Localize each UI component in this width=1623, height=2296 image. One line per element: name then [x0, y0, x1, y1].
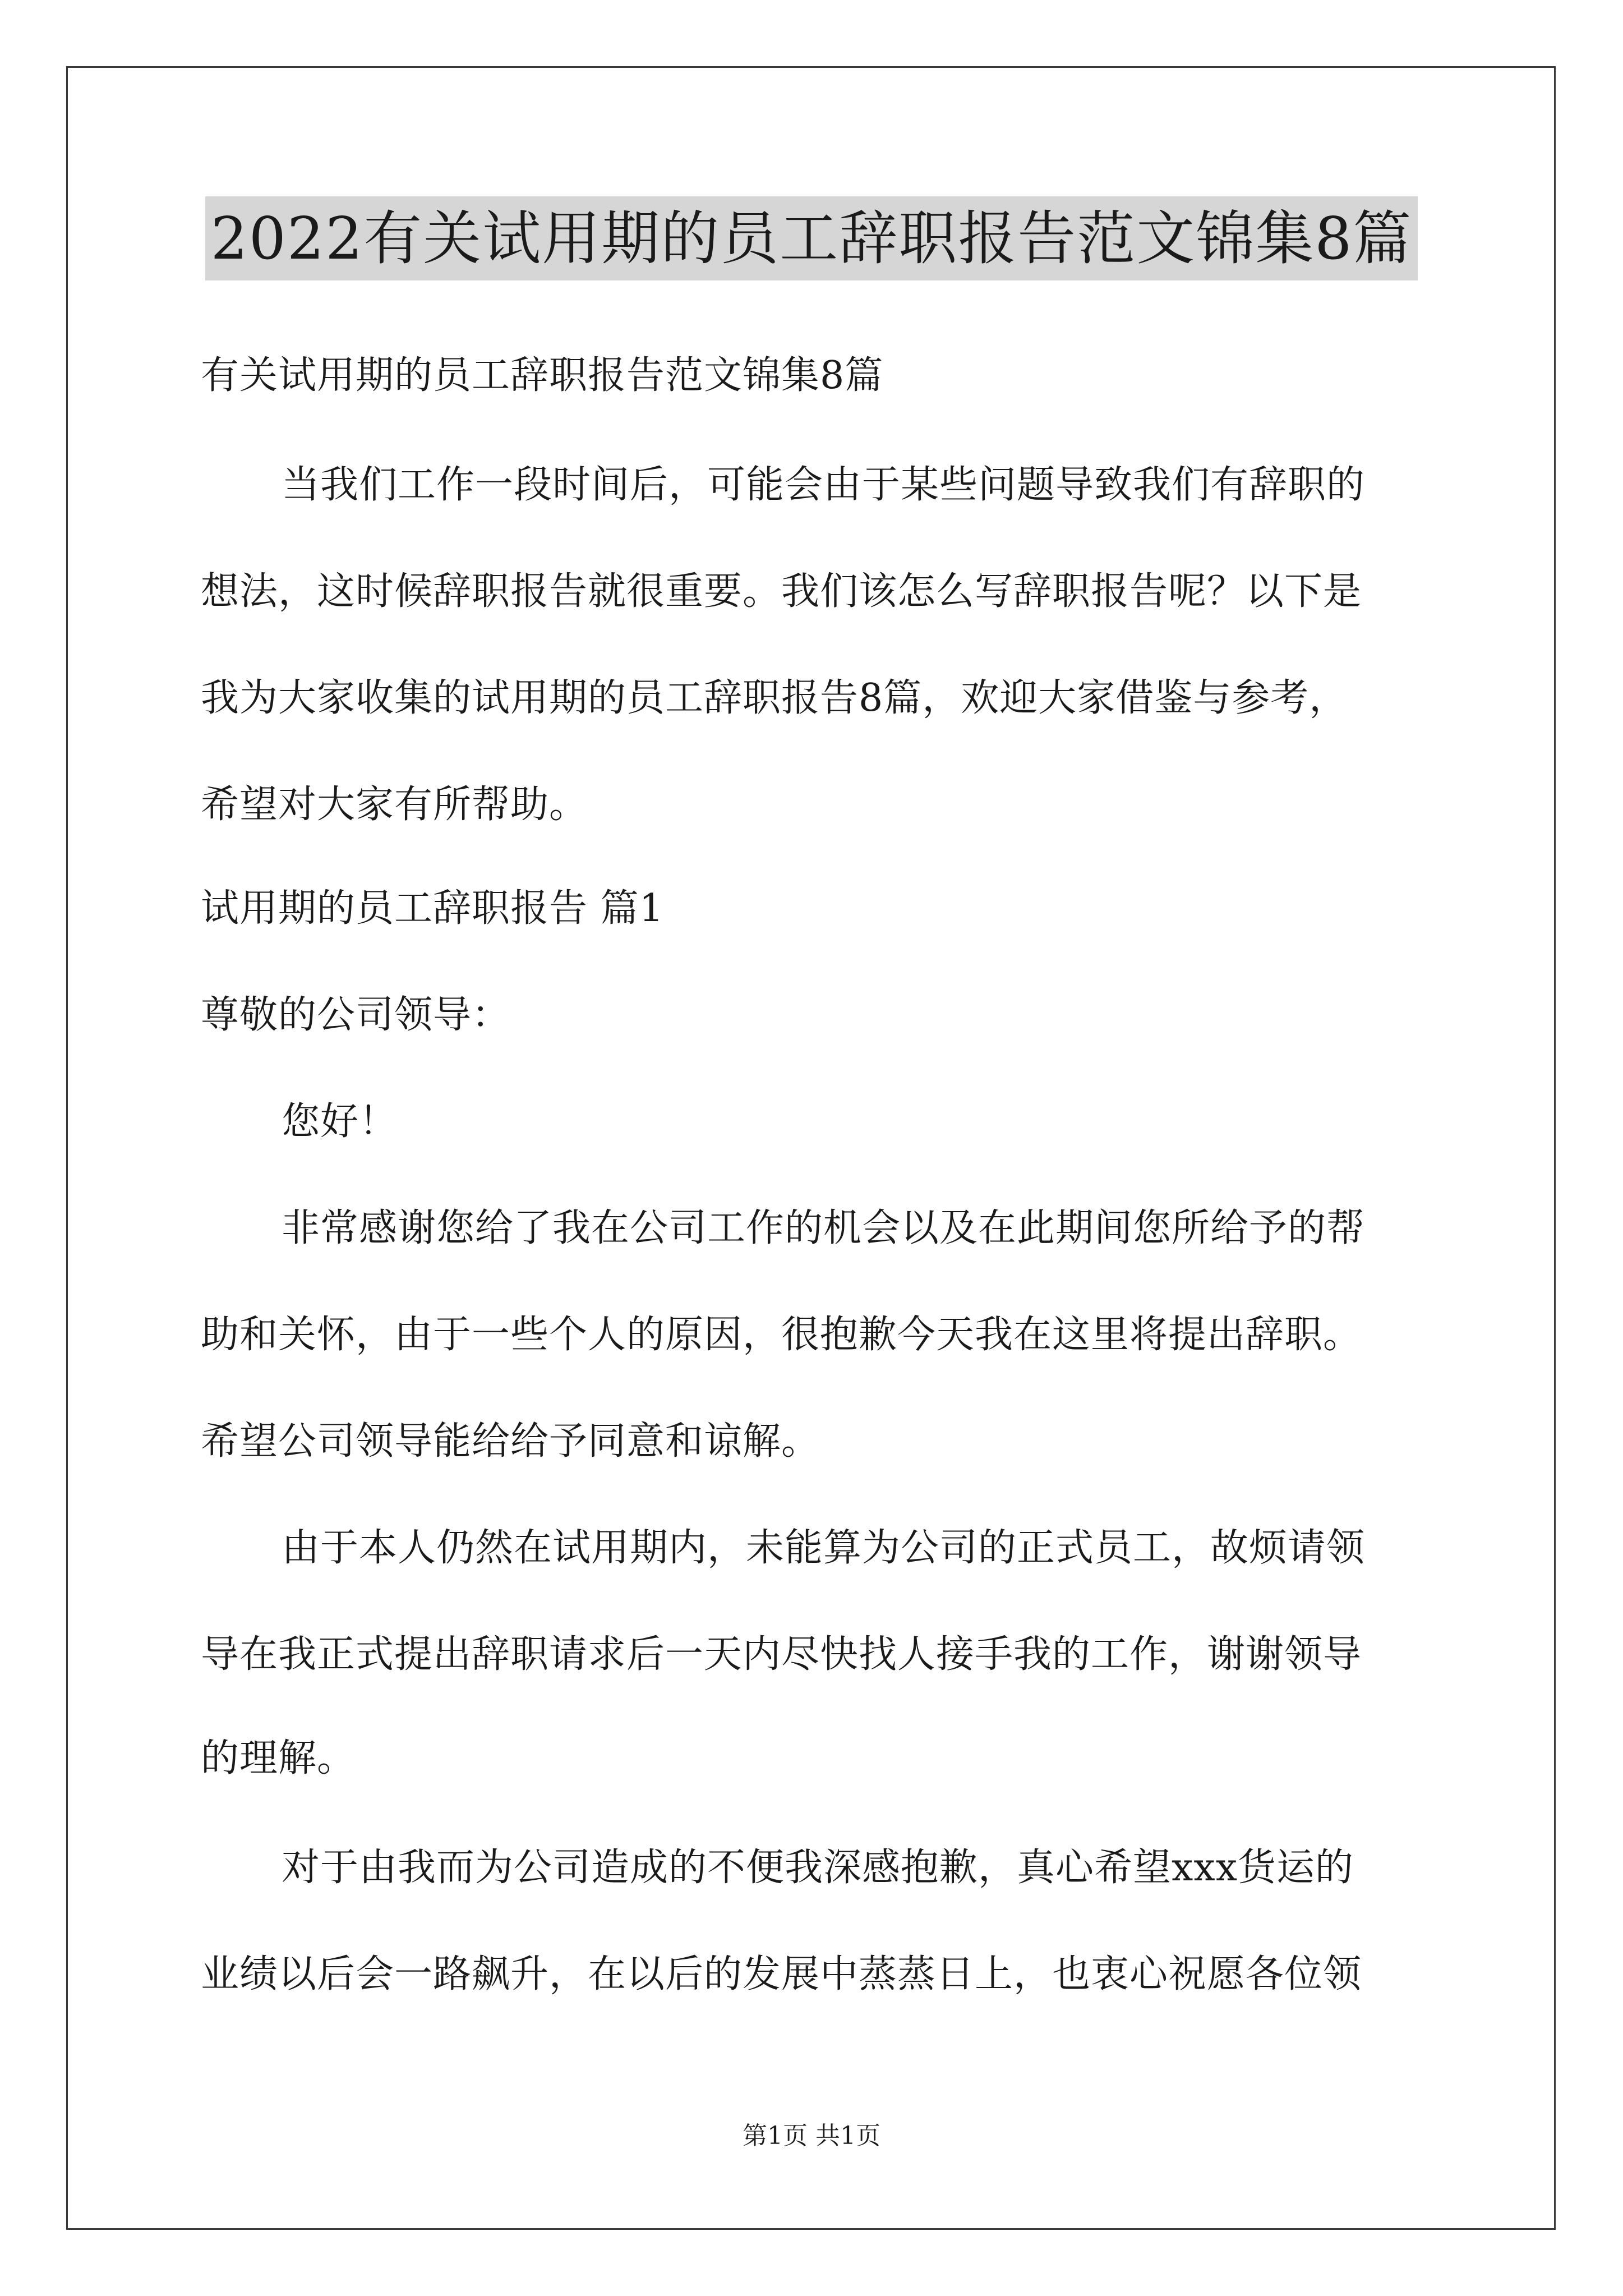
document-title: 2022有关试用期的员工辞职报告范文锦集8篇: [205, 196, 1418, 280]
greeting: 您好！: [282, 1099, 398, 1144]
paragraph-line: 导在我正式提出辞职请求后一天内尽快找人接手我的工作，谢谢领导: [201, 1632, 1362, 1677]
title-container: [0, 196, 1623, 280]
salutation: 尊敬的公司领导：: [201, 993, 511, 1037]
document-subtitle: 有关试用期的员工辞职报告范文锦集8篇: [201, 353, 884, 398]
paragraph-line: 非常感谢您给了我在公司工作的机会以及在此期间您所给予的帮: [282, 1206, 1366, 1250]
intro-line: 当我们工作一段时间后，可能会由于某些问题导致我们有辞职的: [282, 463, 1366, 507]
section-heading: 试用期的员工辞职报告 篇1: [201, 886, 664, 931]
intro-line: 想法，这时候辞职报告就很重要。我们该怎么写辞职报告呢？以下是: [201, 569, 1362, 614]
page-number-footer: 第1页 共1页: [743, 2122, 880, 2150]
paragraph-line: 助和关怀，由于一些个人的原因，很抱歉今天我在这里将提出辞职。: [201, 1313, 1362, 1357]
intro-line: 我为大家收集的试用期的员工辞职报告8篇，欢迎大家借鉴与参考，: [201, 676, 1348, 720]
paragraph-line: 希望公司领导能给给予同意和谅解。: [201, 1419, 820, 1464]
paragraph-line: 业绩以后会一路飙升，在以后的发展中蒸蒸日上，也衷心祝愿各位领: [201, 1952, 1362, 1996]
paragraph-line: 由于本人仍然在试用期内，未能算为公司的正式员工，故烦请领: [282, 1526, 1366, 1570]
intro-line: 希望对大家有所帮助。: [201, 783, 588, 827]
paragraph-line: 的理解。: [201, 1736, 356, 1780]
paragraph-line: 对于由我而为公司造成的不便我深感抱歉，真心希望xxx货运的: [282, 1846, 1354, 1890]
